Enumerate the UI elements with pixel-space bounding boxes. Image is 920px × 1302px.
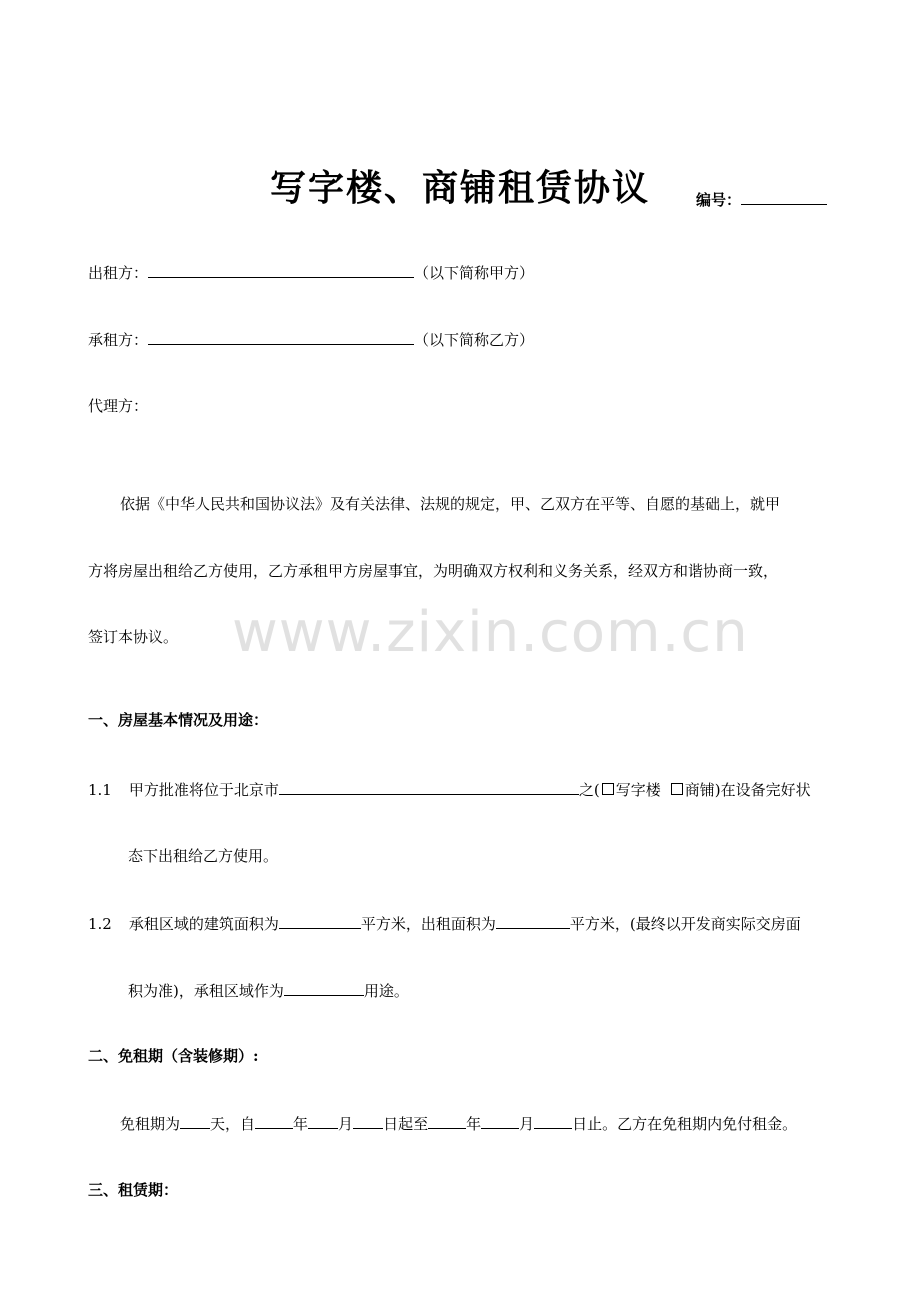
shop-checkbox — [671, 783, 683, 795]
clause-1-1-text-b: 之( — [578, 781, 600, 799]
rental-area-blank — [496, 912, 570, 929]
clause-1-2-text-b: 平方米，出租面积为 — [360, 915, 496, 933]
contract-number-blank — [741, 188, 827, 205]
clause-1-2-line-2-text-b: 用途。 — [363, 982, 409, 1000]
watermark: www.zixin.com.cn — [232, 600, 749, 665]
rent-free-text-5: 日起至 — [383, 1115, 429, 1133]
lessee-label: 承租方： — [88, 331, 149, 349]
clause-1-1-text-a: 甲方批准将位于北京市 — [128, 781, 279, 799]
lessee-line — [88, 328, 534, 350]
preamble-line-1: 依据《中华人民共和国协议法》及有关法律、法规的规定，甲、乙双方在平等、自愿的基础上，就甲 — [120, 495, 781, 513]
clause-1-2-line-2 — [128, 979, 409, 1001]
address-blank — [279, 778, 579, 795]
start-year-blank — [255, 1112, 293, 1129]
clause-1-1-line-2: 态下出租给乙方使用。 — [128, 847, 279, 865]
preamble-line-3: 签订本协议。 — [88, 628, 179, 646]
agent-label: 代理方： — [88, 397, 149, 415]
document-title: 写字楼、商铺租赁协议 — [270, 167, 651, 209]
lessor-suffix: （以下简称甲方） — [414, 264, 535, 282]
clause-1-2-line-2-text-a: 积为准)，承租区域作为 — [128, 982, 284, 1000]
section-3-heading: 三、租赁期： — [88, 1181, 179, 1199]
end-year-blank — [428, 1112, 466, 1129]
office-checkbox — [602, 783, 614, 795]
section-1-heading: 一、房屋基本情况及用途： — [88, 711, 269, 729]
rent-free-text-1: 免租期为 — [120, 1115, 181, 1133]
start-month-blank — [308, 1112, 338, 1129]
lessor-blank — [148, 261, 414, 278]
rent-free-text-8: 日止。乙方在免租期内免付租金。 — [572, 1115, 798, 1133]
clause-1-1-number: 1.1 — [88, 781, 112, 799]
lessee-blank — [148, 328, 414, 345]
clause-1-2-text-a: 承租区域的建筑面积为 — [128, 915, 279, 933]
clause-1-1-option-office: 写字楼 — [615, 781, 661, 799]
end-day-blank — [534, 1112, 572, 1129]
rent-free-period-line — [120, 1112, 797, 1134]
clause-1-1-option-shop: 商铺)在设备完好状 — [684, 781, 811, 799]
days-blank — [180, 1112, 210, 1129]
rent-free-text-6: 年 — [466, 1115, 482, 1133]
contract-number — [696, 188, 827, 210]
building-area-blank — [279, 912, 361, 929]
clause-1-2-text-c: 平方米，(最终以开发商实际交房面 — [569, 915, 801, 933]
rent-free-text-7: 月 — [519, 1115, 535, 1133]
rent-free-text-4: 月 — [338, 1115, 354, 1133]
rent-free-text-3: 年 — [293, 1115, 309, 1133]
preamble-line-2: 方将房屋出租给乙方使用，乙方承租甲方房屋事宜，为明确双方权利和义务关系，经双方和谐协商一致， — [88, 562, 779, 580]
rent-free-text-2: 天，自 — [210, 1115, 256, 1133]
lessor-line — [88, 261, 534, 283]
start-day-blank — [353, 1112, 383, 1129]
lessor-label: 出租方： — [88, 264, 149, 282]
section-2-heading: 二、免租期（含装修期）: — [88, 1047, 259, 1065]
agent-line — [88, 396, 148, 416]
usage-blank — [284, 979, 364, 996]
clause-1-2-number: 1.2 — [88, 915, 112, 933]
contract-number-label: 编号： — [696, 191, 742, 209]
lessee-suffix: （以下简称乙方） — [414, 331, 535, 349]
clause-1-1 — [88, 778, 811, 800]
end-month-blank — [481, 1112, 519, 1129]
clause-1-2 — [88, 912, 801, 934]
